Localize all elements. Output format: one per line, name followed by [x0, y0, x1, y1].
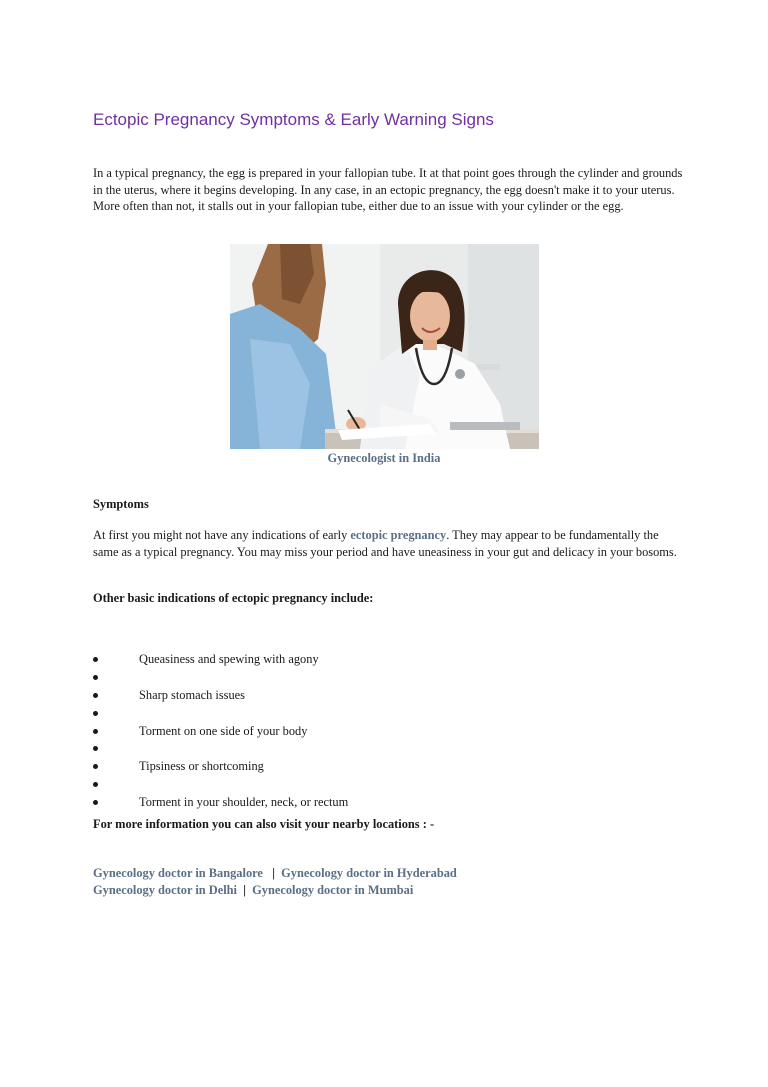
page-title: Ectopic Pregnancy Symptoms & Early Warning Signs [93, 110, 494, 129]
symptoms-paragraph [93, 527, 683, 560]
symptoms-heading: Symptoms [93, 497, 149, 511]
link-separator: | [243, 883, 246, 897]
delhi-link[interactable]: Gynecology doctor in Delhi [93, 883, 237, 897]
figure-caption: Gynecologist in India [327, 451, 441, 465]
location-links [93, 865, 457, 899]
bullet-icon [93, 693, 98, 698]
bullet-icon [93, 711, 98, 716]
bangalore-link[interactable]: Gynecology doctor in Bangalore [93, 866, 263, 880]
symptoms-text-before: At first you might not have any indications of early [93, 528, 351, 542]
link-separator: | [272, 866, 275, 880]
bullet-icon [93, 675, 98, 680]
intro-paragraph: In a typical pregnancy, the egg is prepared in your fallopian tube. It at that point goes through the cylinder and grounds in the uterus, where it begins developing. In any case, in an ectopic pregnancy, the egg doesn't make it to your uterus. More often than not, it stalls out in your fallopian tube, either due to an issue with your cylinder or the egg. [93, 166, 683, 214]
bullet-icon [93, 657, 98, 662]
mumbai-link[interactable]: Gynecology doctor in Mumbai [252, 883, 414, 897]
bullet-icon [93, 764, 98, 769]
bullet-icon [93, 729, 98, 734]
symptoms-text-after: . They may appear to be fundamentally the same as a typical pregnancy. You may miss your period and have uneasiness in your gut and delicacy in your bosoms. [93, 528, 677, 559]
bullet-icon [93, 800, 98, 805]
bullet-icon [93, 746, 98, 751]
bullet-icon [93, 782, 98, 787]
hyderabad-link[interactable]: Gynecology doctor in Hyderabad [281, 866, 457, 880]
ectopic-pregnancy-link[interactable]: ectopic pregnancy [350, 528, 447, 542]
doctor-photo [230, 244, 539, 449]
other-indications-heading: Other basic indications of ectopic pregnancy include: [93, 591, 374, 605]
location-row [93, 865, 457, 882]
more-info-heading: For more information you can also visit your nearby locations : - [93, 817, 435, 831]
location-row [93, 882, 457, 899]
